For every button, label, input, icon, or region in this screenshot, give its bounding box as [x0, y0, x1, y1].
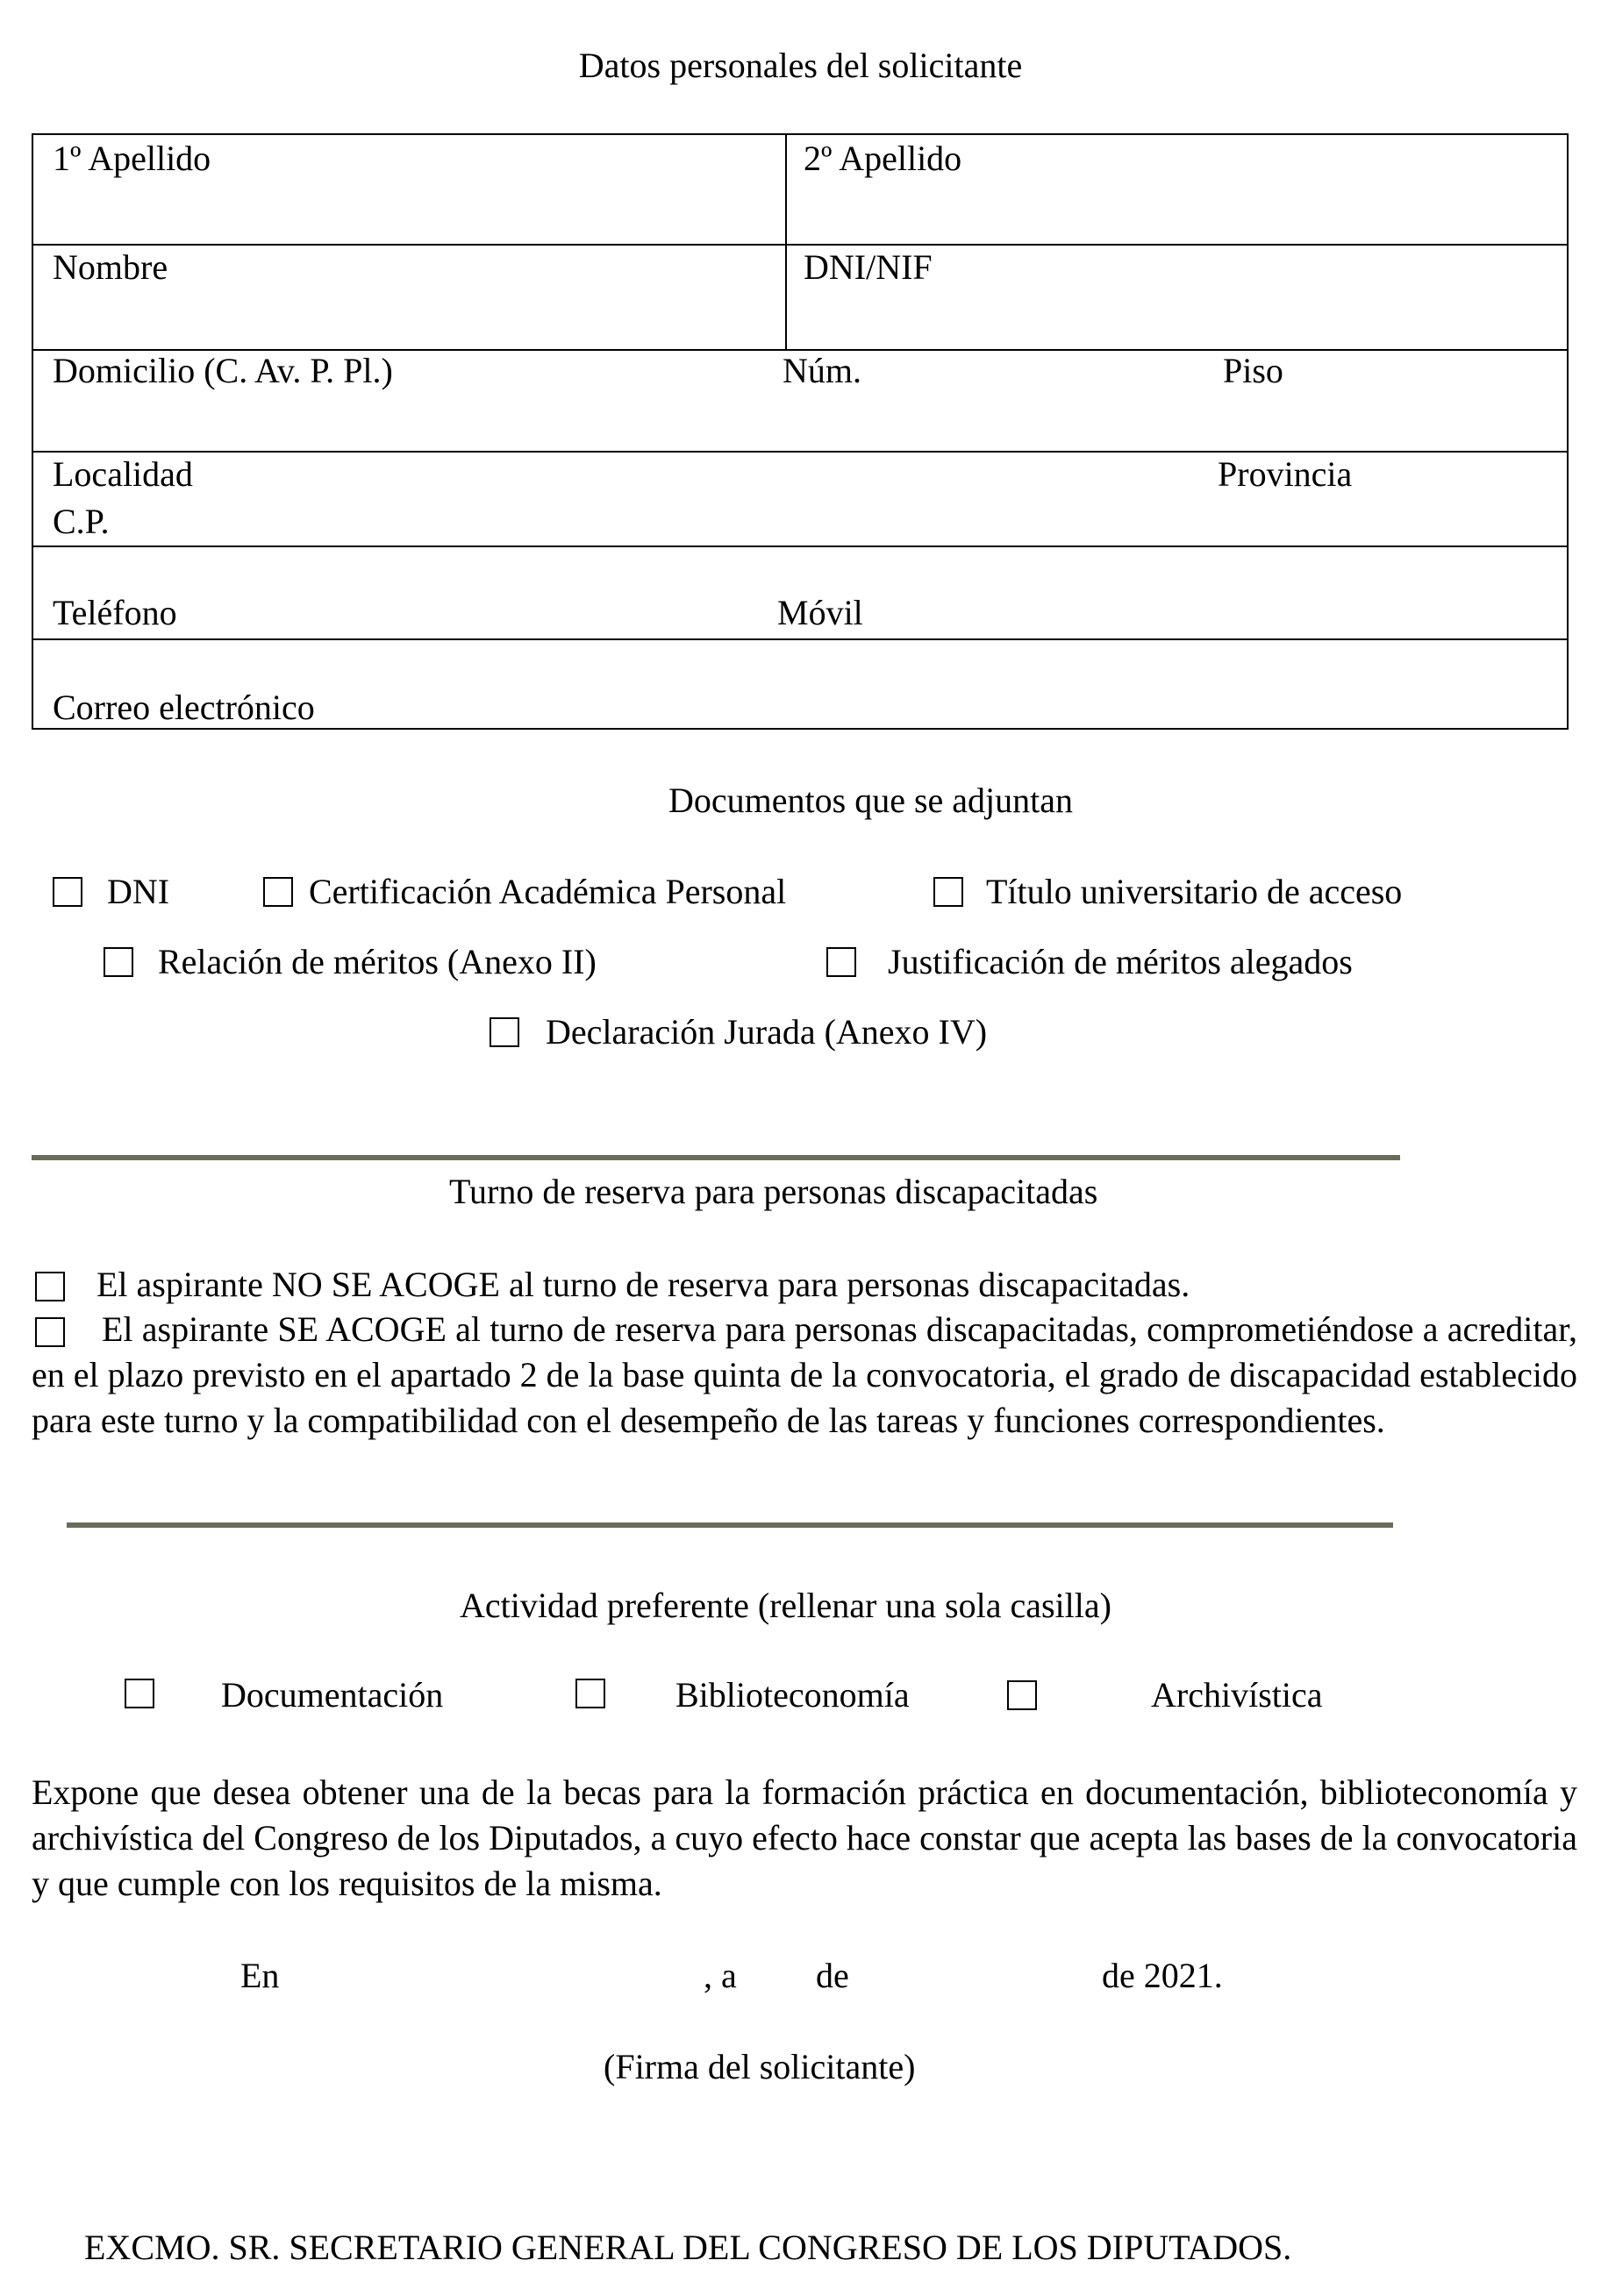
personal-data-title: Datos personales del solicitante	[578, 46, 1023, 85]
apellido1-field[interactable]: 1º Apellido	[53, 139, 211, 178]
archivistica-checkbox[interactable]	[1007, 1680, 1037, 1710]
domicilio-field[interactable]: Domicilio (C. Av. P. Pl.)	[53, 351, 393, 390]
activity-title: Actividad preferente (rellenar una sola casilla)	[460, 1586, 1111, 1625]
no-se-acoge-checkbox[interactable]	[35, 1272, 65, 1301]
addressee: EXCMO. SR. SECRETARIO GENERAL DEL CONGRESO DE LOS DIPUTADOS.	[84, 2228, 1292, 2267]
titulo-label: Título universitario de acceso	[986, 872, 1403, 911]
movil-field[interactable]: Móvil	[777, 593, 863, 632]
reserve-title: Turno de reserva para personas discapacitadas	[449, 1172, 1098, 1211]
declaracion-checkbox[interactable]	[490, 1017, 519, 1047]
personal-data-table	[32, 133, 1569, 730]
piso-field[interactable]: Piso	[1223, 351, 1283, 390]
statement-paragraph: Expone que desea obtener una de la becas para la formación práctica en documentación, biblioteconomía y archivística del Congreso de los Diputados, a cuyo efecto hace constar que acepta las bases de la convocatoria y que cumple con los requisitos de la misma.	[32, 1772, 1577, 1903]
apellido2-field[interactable]: 2º Apellido	[804, 139, 962, 178]
justificacion-checkbox[interactable]	[826, 947, 856, 977]
telefono-field[interactable]: Teléfono	[53, 593, 177, 632]
dni-label: DNI	[107, 872, 170, 911]
column-divider	[785, 135, 787, 349]
num-field[interactable]: Núm.	[783, 351, 861, 390]
date-place-label: En	[240, 1956, 280, 1995]
dni-nif-field[interactable]: DNI/NIF	[804, 247, 933, 287]
titulo-checkbox[interactable]	[933, 877, 963, 907]
date-month-label: de	[816, 1956, 849, 1995]
documentacion-checkbox[interactable]	[125, 1679, 154, 1708]
row-divider	[33, 638, 1567, 640]
biblioteconomia-label: Biblioteconomía	[675, 1675, 910, 1715]
documents-title: Documentos que se adjuntan	[668, 781, 1073, 820]
dni-checkbox[interactable]	[53, 877, 82, 907]
no-se-acoge-label: El aspirante NO SE ACOGE al turno de reserva para personas discapacitadas.	[96, 1265, 1190, 1304]
justificacion-label: Justificación de méritos alegados	[888, 942, 1353, 981]
documentacion-label: Documentación	[221, 1675, 444, 1715]
cp-field[interactable]: C.P.	[53, 502, 110, 541]
provincia-field[interactable]: Provincia	[1218, 454, 1353, 494]
certificacion-checkbox[interactable]	[263, 877, 293, 907]
archivistica-label: Archivística	[1151, 1675, 1323, 1715]
date-year-label: de 2021.	[1102, 1956, 1223, 1995]
relacion-checkbox[interactable]	[104, 947, 133, 977]
row-divider	[33, 244, 1567, 246]
section-divider	[67, 1522, 1393, 1528]
declaracion-label: Declaración Jurada (Anexo IV)	[546, 1012, 988, 1052]
localidad-field[interactable]: Localidad	[53, 454, 193, 494]
correo-field[interactable]: Correo electrónico	[53, 688, 315, 727]
row-divider	[33, 545, 1567, 547]
se-acoge-label: El aspirante SE ACOGE al turno de reserva para personas discapacitadas, comprometiéndose a acreditar, en el plazo previsto en el apartado 2 de la base quinta de la convocatoria, el grado de discapacidad establecido para este turno y la compatibilidad con el desempeño de las tareas y funciones correspondientes.	[32, 1309, 1577, 1440]
relacion-label: Relación de méritos (Anexo II)	[158, 942, 597, 981]
biblioteconomia-checkbox[interactable]	[575, 1679, 605, 1708]
date-day-label: , a	[704, 1956, 737, 1995]
certificacion-label: Certificación Académica Personal	[309, 872, 787, 911]
section-divider	[32, 1155, 1400, 1160]
row-divider	[33, 451, 1567, 453]
signature-label: (Firma del solicitante)	[604, 2047, 916, 2086]
nombre-field[interactable]: Nombre	[53, 247, 168, 287]
